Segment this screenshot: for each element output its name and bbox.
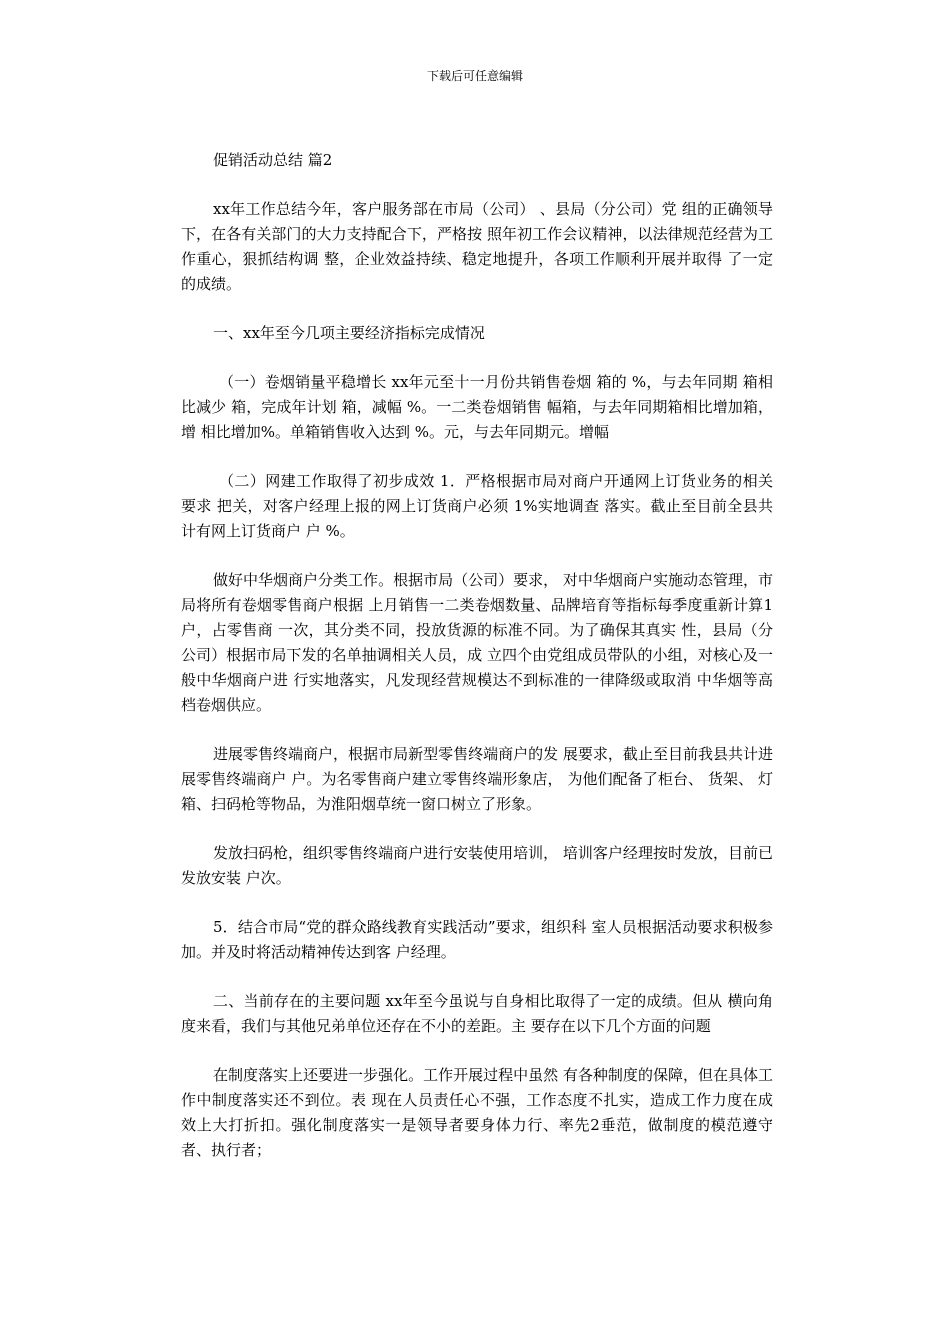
section-heading-indicators: 一、xx年至今几项主要经济指标完成情况 xyxy=(213,324,485,342)
paragraph-sales-growth: （一）卷烟销量平稳增长 xx年元至十一月份共销售卷烟 箱的 %，与去年同期 箱相比减少 箱，完成年计划 箱，减幅 %。一二类卷烟销售 幅箱，与去年同期箱相比增加箱，增 相比增加%。单箱销售收入达到 %。元，与去年同期元。增幅 xyxy=(181,373,773,441)
page-header: 下载后可任意编辑 xyxy=(426,69,523,83)
paragraph-intro: xx年工作总结今年，客户服务部在市局（公司） 、县局（分公司）党 组的正确领导下，在各有关部门的大力支持配合下，严格按 照年初工作会议精神，以法律规范经营为工作重心，狠抓结构调 整，企业效益持续、稳定地提升，各项工作顺利开展并取得 了一定的成绩。 xyxy=(181,200,773,293)
paragraph-network-construction: （二）网建工作取得了初步成效 1．严格根据市局对商户开通网上订货业务的相关要求 把关，对客户经理上报的网上订货商户必须 1%实地调查 落实。截止至目前全县共计有网上订货商户 户 %。 xyxy=(181,472,773,540)
paragraph-zhonghua-classification: 做好中华烟商户分类工作。根据市局（公司）要求， 对中华烟商户实施动态管理，市局将所有卷烟零售商户根据 上月销售一二类卷烟数量、品牌培育等指标每季度重新计算1户，占零售商 一次，其分类不同，投放货源的标准不同。为了确保其真实 性，县局（分公司）根据市局下发的名单抽调相关人员，成 立四个由党组成员带队的小组，对核心及一般中华烟商户进 行实地落实，凡发现经营规模达不到标准的一律降级或取消 中华烟等高档卷烟供应。 xyxy=(181,571,773,714)
document-title: 促销活动总结 篇2 xyxy=(213,151,333,169)
document-body xyxy=(181,148,773,1187)
section-heading-problems: 二、当前存在的主要问题 xx年至今虽说与自身相比取得了一定的成绩。但从 横向角度来看，我们与其他兄弟单位还存在不小的差距。主 要存在以下几个方面的问题 xyxy=(181,992,773,1035)
paragraph-education-activity: 5．结合市局“党的群众路线教育实践活动”要求，组织科 室人员根据活动要求积极参加。并及时将活动精神传达到客 户经理。 xyxy=(181,918,773,961)
paragraph-retail-terminals: 进展零售终端商户，根据市局新型零售终端商户的发 展要求，截止至目前我县共计进展零售终端商户 户。为名零售商户建立零售终端形象店， 为他们配备了柜台、 货架、 灯箱、扫码枪等物品，为淮阳烟草统一窗口树立了形象。 xyxy=(181,745,773,813)
paragraph-system-implementation: 在制度落实上还要进一步强化。工作开展过程中虽然 有各种制度的保障，但在具体工作中制度落实还不到位。表 现在人员责任心不强，工作态度不扎实，造成工作力度在成 效上大打折扣。强化制度落实一是领导者要身体力行、率先2垂范，做制度的模范遵守者、执行者； xyxy=(181,1066,773,1159)
paragraph-scanners: 发放扫码枪，组织零售终端商户进行安装使用培训， 培训客户经理按时发放，目前已发放安装 户次。 xyxy=(181,844,773,887)
